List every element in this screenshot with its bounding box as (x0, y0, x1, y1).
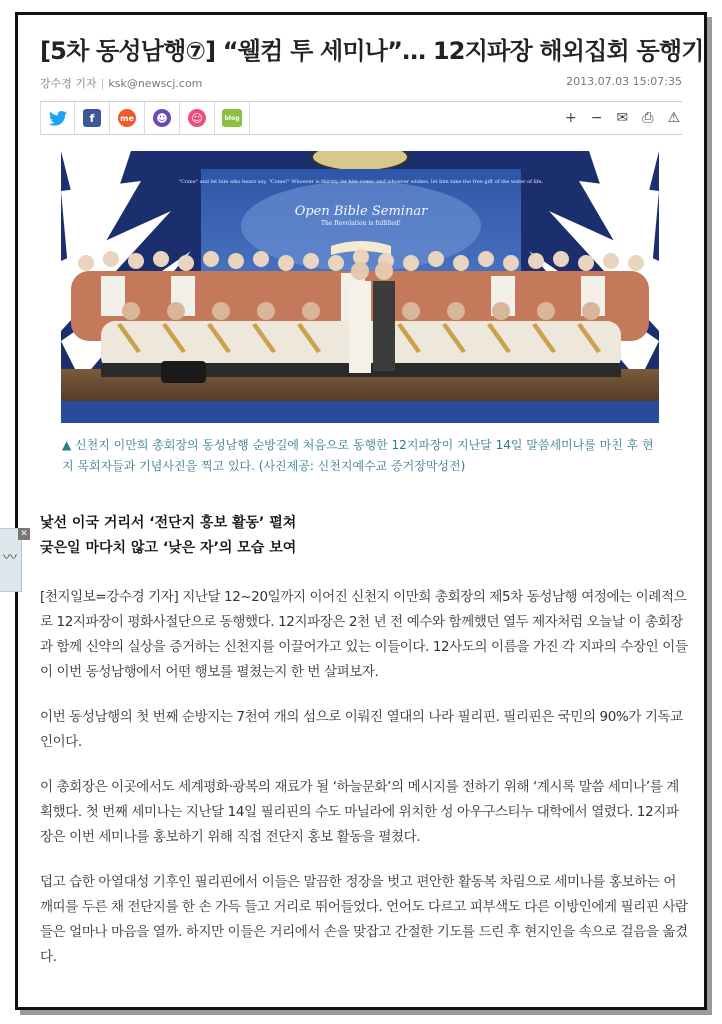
body-paragraph: 이번 동성남행의 첫 번째 순방지는 7천여 개의 섬으로 이뤄진 열대의 나라 필리핀. 필리핀은 국민의 90%가 기독교인이다. (40, 709, 683, 750)
author: 강수경 기자 (40, 77, 97, 90)
yozm-icon: ☻ (153, 109, 171, 127)
banner-verse: "Come" and let him who hears say, "Come!" Whoever is thirsty, let him come; and whoever wishes, let him take the free gift of the water of life. (178, 179, 544, 185)
blog-icon: blog (222, 109, 242, 127)
twitter-share-button[interactable] (40, 102, 75, 134)
subhead-line-1: 낯선 이국 거리서 ‘전단지 홍보 활동’ 펼쳐 (40, 515, 297, 531)
author-email[interactable]: ksk@newscj.com (108, 77, 203, 90)
me2day-share-button[interactable] (110, 102, 145, 134)
blog-share-button[interactable] (215, 102, 250, 134)
article-frame (15, 12, 707, 1010)
article-photo (61, 151, 659, 423)
body-paragraph: 덥고 습한 아열대성 기후인 필리핀에서 이들은 말끔한 정장을 벗고 편안한 활동복 차림으로 세미나를 홍보하는 어깨띠를 두른 채 전단지를 한 손 가득 들고 거리로 뛰어들었다. 언어도 다르고 피부색도 다른 이방인에게 필리핀 사람들은 얼마나 마음을 열까. 하지만 이들은 거리에서 손을 맞잡고 간절한 기도를 드린 후 현지인을 속으로 걸음을 옮겼다. (40, 874, 688, 965)
facebook-share-button[interactable] (75, 102, 110, 134)
side-float-tab[interactable] (0, 528, 28, 592)
email-icon[interactable]: ✉ (616, 110, 629, 126)
photo-caption: ▲ 신천지 이만희 총회장의 동성남행 순방길에 처음으로 동행한 12지파장이 지난달 14일 말씀세미나를 마친 후 현지 목회자들과 기념사진을 찍고 있다. (사진제공: 신천지예수교 증거장막성전) (62, 438, 654, 473)
article-tools (565, 102, 680, 134)
share-buttons (40, 102, 250, 134)
article-body (40, 585, 688, 990)
font-increase-icon[interactable]: + (565, 110, 577, 126)
banner-title: Open Bible Seminar (294, 204, 428, 219)
yozm-share-button[interactable] (145, 102, 180, 134)
body-paragraph: [천지일보=강수경 기자] 지난달 12~20일까지 이어진 신천지 이만희 총회장의 제5차 동성남행 여정에는 이례적으로 12지파장이 평화사절단으로 동행했다. 12지파장은 2천 년 전 예수와 함께했던 열두 제자처럼 오늘날 이 총회장과 함께 신약의 실상을 증거하는 신천지를 이끌어가고 있는 이들이다. 12사도의 이름을 가진 각 지파의 수장인 이들이 이번 동성남행에서 어떤 행보를 펼쳤는지 한 번 살펴보자. (40, 589, 688, 680)
byline (40, 75, 202, 91)
print-icon[interactable]: ⎙ (642, 110, 654, 126)
close-icon[interactable]: ✕ (18, 528, 30, 540)
body-paragraph: 이 총회장은 이곳에서도 세계평화·광복의 재료가 될 ‘하늘문화’의 메시지를 전하기 위해 ‘계시록 말씀 세미나’를 계획했다. 첫 번째 세미나는 지난달 14일 필리핀의 수도 마닐라에 위치한 성 아우구스티누 대학에서 열렸다. 12지파장은 이번 세미나를 홍보하기 위해 직접 전단지 홍보 활동을 펼쳤다. (40, 779, 679, 845)
twitter-icon (49, 109, 67, 127)
font-decrease-icon[interactable]: − (590, 110, 603, 126)
publish-date: 2013.07.03 15:07:35 (566, 75, 682, 88)
share-toolbar (40, 101, 682, 135)
me2day-icon: me (118, 109, 136, 127)
cyworld-share-button[interactable] (180, 102, 215, 134)
report-icon[interactable]: ⚠ (667, 110, 680, 126)
article-subhead (40, 511, 296, 561)
banner-subtitle: The Revelation is fulfilled! (320, 220, 402, 227)
subhead-line-2: 궂은일 마다치 않고 ‘낮은 자’의 모습 보여 (40, 540, 297, 556)
article-title: [5차 동성남행⑦] “웰컴 투 세미나”… 12지파장 해외집회 동행기 (40, 37, 704, 65)
byline-separator: | (100, 77, 105, 90)
cyworld-icon: ☺ (188, 109, 206, 127)
facebook-icon: f (83, 109, 101, 127)
wave-icon: 〰 (3, 550, 17, 566)
